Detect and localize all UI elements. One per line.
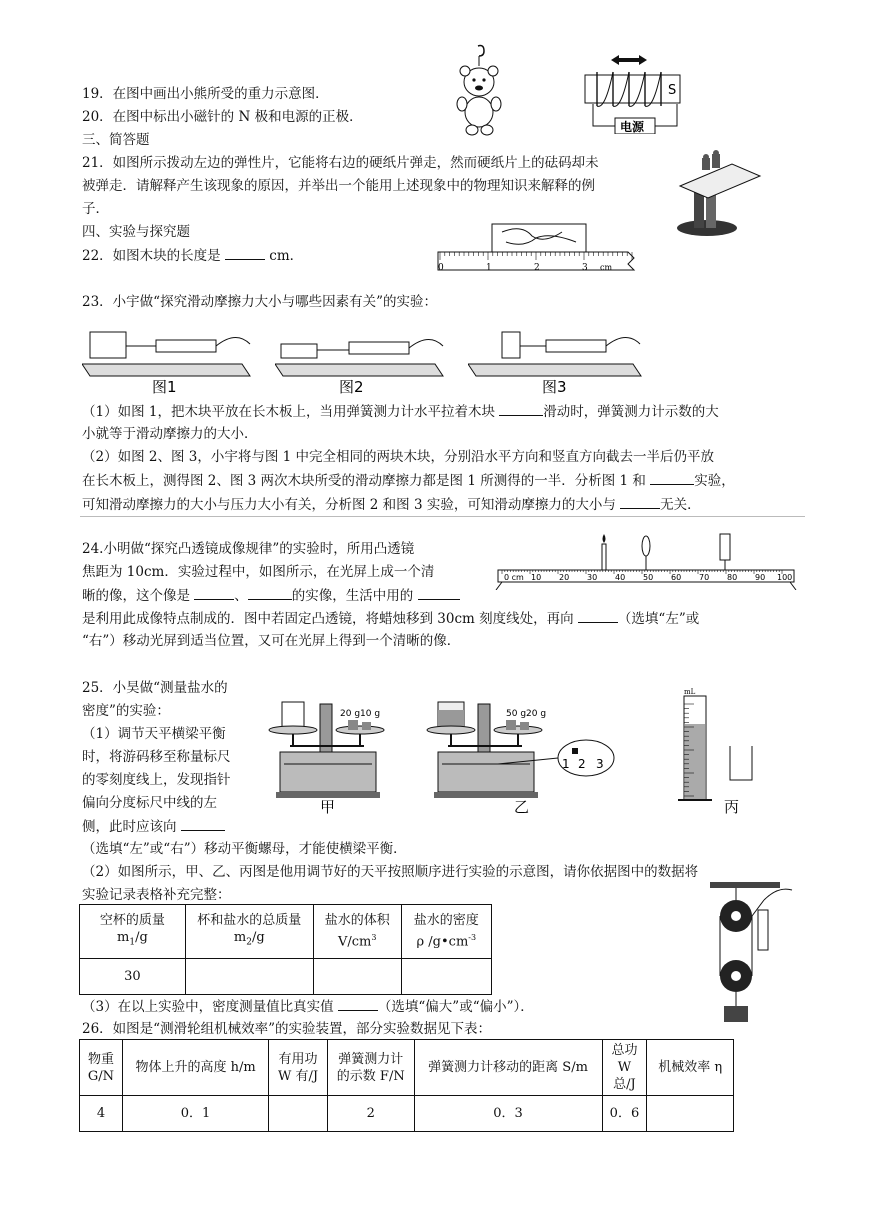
- balance-caption-yi: 乙: [514, 798, 530, 816]
- q23-part2-blank-2[interactable]: [620, 494, 660, 509]
- fig-caption-3: 图3: [542, 378, 567, 394]
- q24-blank-2[interactable]: [248, 585, 292, 600]
- q21-line-1: 21．如图所示拨动左边的弹性片，它能将右边的硬纸片弹走，然而硬纸片上的砝码却未: [82, 155, 599, 171]
- q26-text: 26．如图是“测滑轮组机械效率”的实验装置，部分实验数据见下表：: [82, 1021, 491, 1037]
- section-4-heading: 四、实验与探究题: [82, 224, 190, 240]
- q21-line-3: 子．: [82, 201, 109, 217]
- q23-part2-line-2: [82, 470, 735, 491]
- t1-cell-volume[interactable]: [313, 959, 401, 995]
- weights-label-jia: 20 g10 g: [340, 709, 381, 719]
- q24-line-3-a: 晰的像，这个像是: [82, 588, 190, 604]
- ruler-label-2: 2: [534, 263, 540, 273]
- bench-label-90: 90: [755, 573, 766, 582]
- q23-part2-line-3-pre: 可知滑动摩擦力的大小与压力大小有关，分析图 2 和图 3 实验，可知滑动摩擦力的大小与: [82, 497, 616, 513]
- q25-line-9: （2）如图所示，甲、乙、丙图是他用调节好的天平按照顺序进行实验的示意图，请你依据图中的数据将: [82, 864, 699, 880]
- t1-header-4: 盐水的密度 ρ $/g•cm^{-3}$: [401, 905, 491, 959]
- q24-line-4-post: （选填“左”或: [617, 611, 700, 627]
- separator: [80, 516, 805, 517]
- t2-header-force: 弹簧测力计 的示数 F/N: [327, 1040, 414, 1096]
- q22-text-pre: 22．如图木块的长度是: [82, 248, 221, 264]
- bench-label-80: 80: [727, 573, 738, 582]
- q22-blank[interactable]: [225, 245, 265, 260]
- scale-num-3: 3: [596, 757, 604, 771]
- section-3-heading: 三、简答题: [82, 132, 150, 148]
- fig-caption-1: 图1: [152, 378, 177, 394]
- q23-part1-line-1: [82, 401, 719, 422]
- q25-line-7: [82, 816, 225, 837]
- t1-cell-empty-cup: 30: [80, 959, 186, 995]
- q25-line-8: （选填“左”或“右”）移动平衡螺母，才能使横梁平衡．: [82, 841, 407, 857]
- ruler-label-cm: cm: [600, 263, 613, 272]
- q19-text: 19．在图中画出小熊所受的重力示意图．: [82, 86, 329, 102]
- q25-line-10: 实验记录表格补充完整：: [82, 887, 231, 903]
- bench-label-100: 100: [777, 573, 793, 582]
- q25-part3-blank[interactable]: [338, 996, 378, 1011]
- bear-figure: [452, 44, 514, 138]
- ruler-label-0: 0: [438, 263, 444, 273]
- cylinder-unit-label: mL: [684, 688, 696, 696]
- q23-part2-blank-1[interactable]: [650, 470, 694, 485]
- q24-blank-3[interactable]: [418, 585, 460, 600]
- t1-header-1: 空杯的质量 $m_1/g$: [80, 905, 186, 959]
- q23-part2-line-3-post: 无关．: [660, 497, 701, 513]
- ruler-label-1: 1: [486, 263, 492, 273]
- t2-cell-useful-work[interactable]: [269, 1096, 328, 1132]
- t2-header-height: 物体上升的高度 h/m: [122, 1040, 268, 1096]
- pulley-efficiency-table: [79, 1039, 734, 1132]
- q25-line-2: 密度”的实验：: [82, 703, 170, 719]
- bench-label-50: 50: [643, 573, 654, 582]
- density-table: [79, 904, 492, 995]
- t2-header-weight: 物重 G/N: [80, 1040, 123, 1096]
- q25-line-1: 25．小昊做“测量盐水的: [82, 680, 228, 696]
- friction-figure-3: [468, 316, 643, 394]
- t2-cell-height: 0．1: [122, 1096, 268, 1132]
- optical-bench-figure: [494, 530, 798, 590]
- bench-label-70: 70: [699, 573, 710, 582]
- q23-part2-line-1: （2）如图 2、图 3，小宇将与图 1 中完全相同的两块木块，分别沿水平方向和竖直方向截去一半后仍平放: [82, 449, 715, 465]
- q23-part1-blank[interactable]: [499, 401, 543, 416]
- t2-cell-force: 2: [327, 1096, 414, 1132]
- balance-figure-yi: [418, 684, 618, 816]
- friction-figure-1: [82, 316, 252, 394]
- q23-part1-pre: （1）如图 1，把木块平放在长木板上，当用弹簧测力计水平拉着木块: [82, 404, 495, 420]
- pulley-figure: [706, 880, 796, 1028]
- bench-label-30: 30: [587, 573, 598, 582]
- bench-label-20: 20: [559, 573, 570, 582]
- q25-line-3: （1）调节天平横梁平衡: [82, 726, 226, 742]
- q20-text: 20．在图中标出小磁针的 N 极和电源的正极．: [82, 109, 363, 125]
- q25-line-7-pre: 侧，此时应该向: [82, 819, 177, 835]
- q24-line-3: [82, 585, 460, 606]
- q24-blank-1[interactable]: [194, 585, 234, 600]
- q22-text: [82, 245, 303, 266]
- t2-cell-weight: 4: [80, 1096, 123, 1132]
- t1-header-3: 盐水的体积 $V/cm^3$: [313, 905, 401, 959]
- q25-line-5: 的零刻度线上，发现指针: [82, 772, 231, 788]
- balance-figure-jia: [260, 684, 410, 816]
- t2-header-useful-work: 有用功 W 有/J: [269, 1040, 328, 1096]
- q24-line-1: 24.小明做“探究凸透镜成像规律”的实验时，所用凸透镜: [82, 541, 415, 557]
- balance-caption-bing: 丙: [724, 798, 740, 816]
- ruler-label-3: 3: [582, 263, 588, 273]
- q24-line-3-c: 的实像，生活中用的: [291, 588, 414, 604]
- q23-part1-post: 滑动时，弹簧测力计示数的大: [543, 404, 719, 420]
- weights-label-yi: 50 g20 g: [506, 709, 547, 719]
- bench-label-10: 10: [531, 573, 542, 582]
- solenoid-figure: [575, 50, 695, 134]
- q21-line-2: 被弹走．请解释产生该现象的原因，并举出一个能用上述现象中的物理知识来解释的例: [82, 178, 595, 194]
- graduated-cylinder-figure: [676, 684, 766, 816]
- t2-cell-total-work: 0．6: [602, 1096, 647, 1132]
- scale-num-1: 1: [562, 757, 570, 771]
- bench-label-0: 0 cm: [504, 573, 524, 582]
- t1-cell-density[interactable]: [401, 959, 491, 995]
- q25-part3-post: （选填“偏大”或“偏小”）．: [377, 999, 534, 1015]
- q23-part1-line-2: 小就等于滑动摩擦力的大小．: [82, 426, 258, 442]
- q25-part3-pre: （3）在以上实验中，密度测量值比真实值: [82, 999, 334, 1015]
- q23-title: 23．小宇做“探究滑动摩擦力大小与哪些因素有关”的实验：: [82, 294, 437, 310]
- inertia-apparatus-figure: [672, 148, 762, 240]
- bench-label-60: 60: [671, 573, 682, 582]
- t2-header-efficiency: 机械效率 η: [647, 1040, 734, 1096]
- t1-cell-total-mass[interactable]: [185, 959, 313, 995]
- q24-line-4: [82, 608, 699, 629]
- q25-blank-1[interactable]: [181, 816, 225, 831]
- q24-blank-4[interactable]: [578, 608, 618, 623]
- coil-S-label: S: [668, 83, 677, 98]
- t1-header-2: 杯和盐水的总质量 $m_2/g$: [185, 905, 313, 959]
- fig-caption-2: 图2: [339, 378, 364, 394]
- q23-part2-line-2-post: 实验，: [694, 473, 735, 489]
- t2-cell-efficiency[interactable]: [647, 1096, 734, 1132]
- q24-line-2: 焦距为 10cm．实验过程中，如图所示，在光屏上成一个清: [82, 564, 435, 580]
- ruler-figure: [436, 220, 642, 278]
- q24-line-3-b: 、: [234, 588, 248, 604]
- balance-caption-jia: 甲: [320, 798, 336, 816]
- q25-line-4: 时，将游码移至称量标尺: [82, 749, 231, 765]
- q24-line-4-pre: 是利用此成像特点制成的．图中若固定凸透镜，将蜡烛移到 30cm 刻度线处，再向: [82, 611, 574, 627]
- q23-part2-line-3: [82, 494, 701, 515]
- scale-num-2: 2: [578, 757, 586, 771]
- q24-line-5: “右”）移动光屏到适当位置，又可在光屏上得到一个清晰的像．: [82, 633, 461, 649]
- power-source-label: 电源: [620, 120, 645, 134]
- q25-part3-line: [82, 996, 534, 1017]
- t2-header-total-work: 总功 W 总/J: [602, 1040, 647, 1096]
- q22-text-post: cm．: [269, 248, 304, 264]
- q23-part2-line-2-pre: 在长木板上，测得图 2、图 3 两次木块所受的滑动摩擦力都是图 1 所测得的一半．分析图 1 和: [82, 473, 646, 489]
- t2-cell-distance: 0．3: [414, 1096, 602, 1132]
- t2-header-distance: 弹簧测力计移动的距离 S/m: [414, 1040, 602, 1096]
- friction-figure-2: [275, 316, 445, 394]
- q25-line-6: 偏向分度标尺中线的左: [82, 795, 217, 811]
- bench-label-40: 40: [615, 573, 626, 582]
